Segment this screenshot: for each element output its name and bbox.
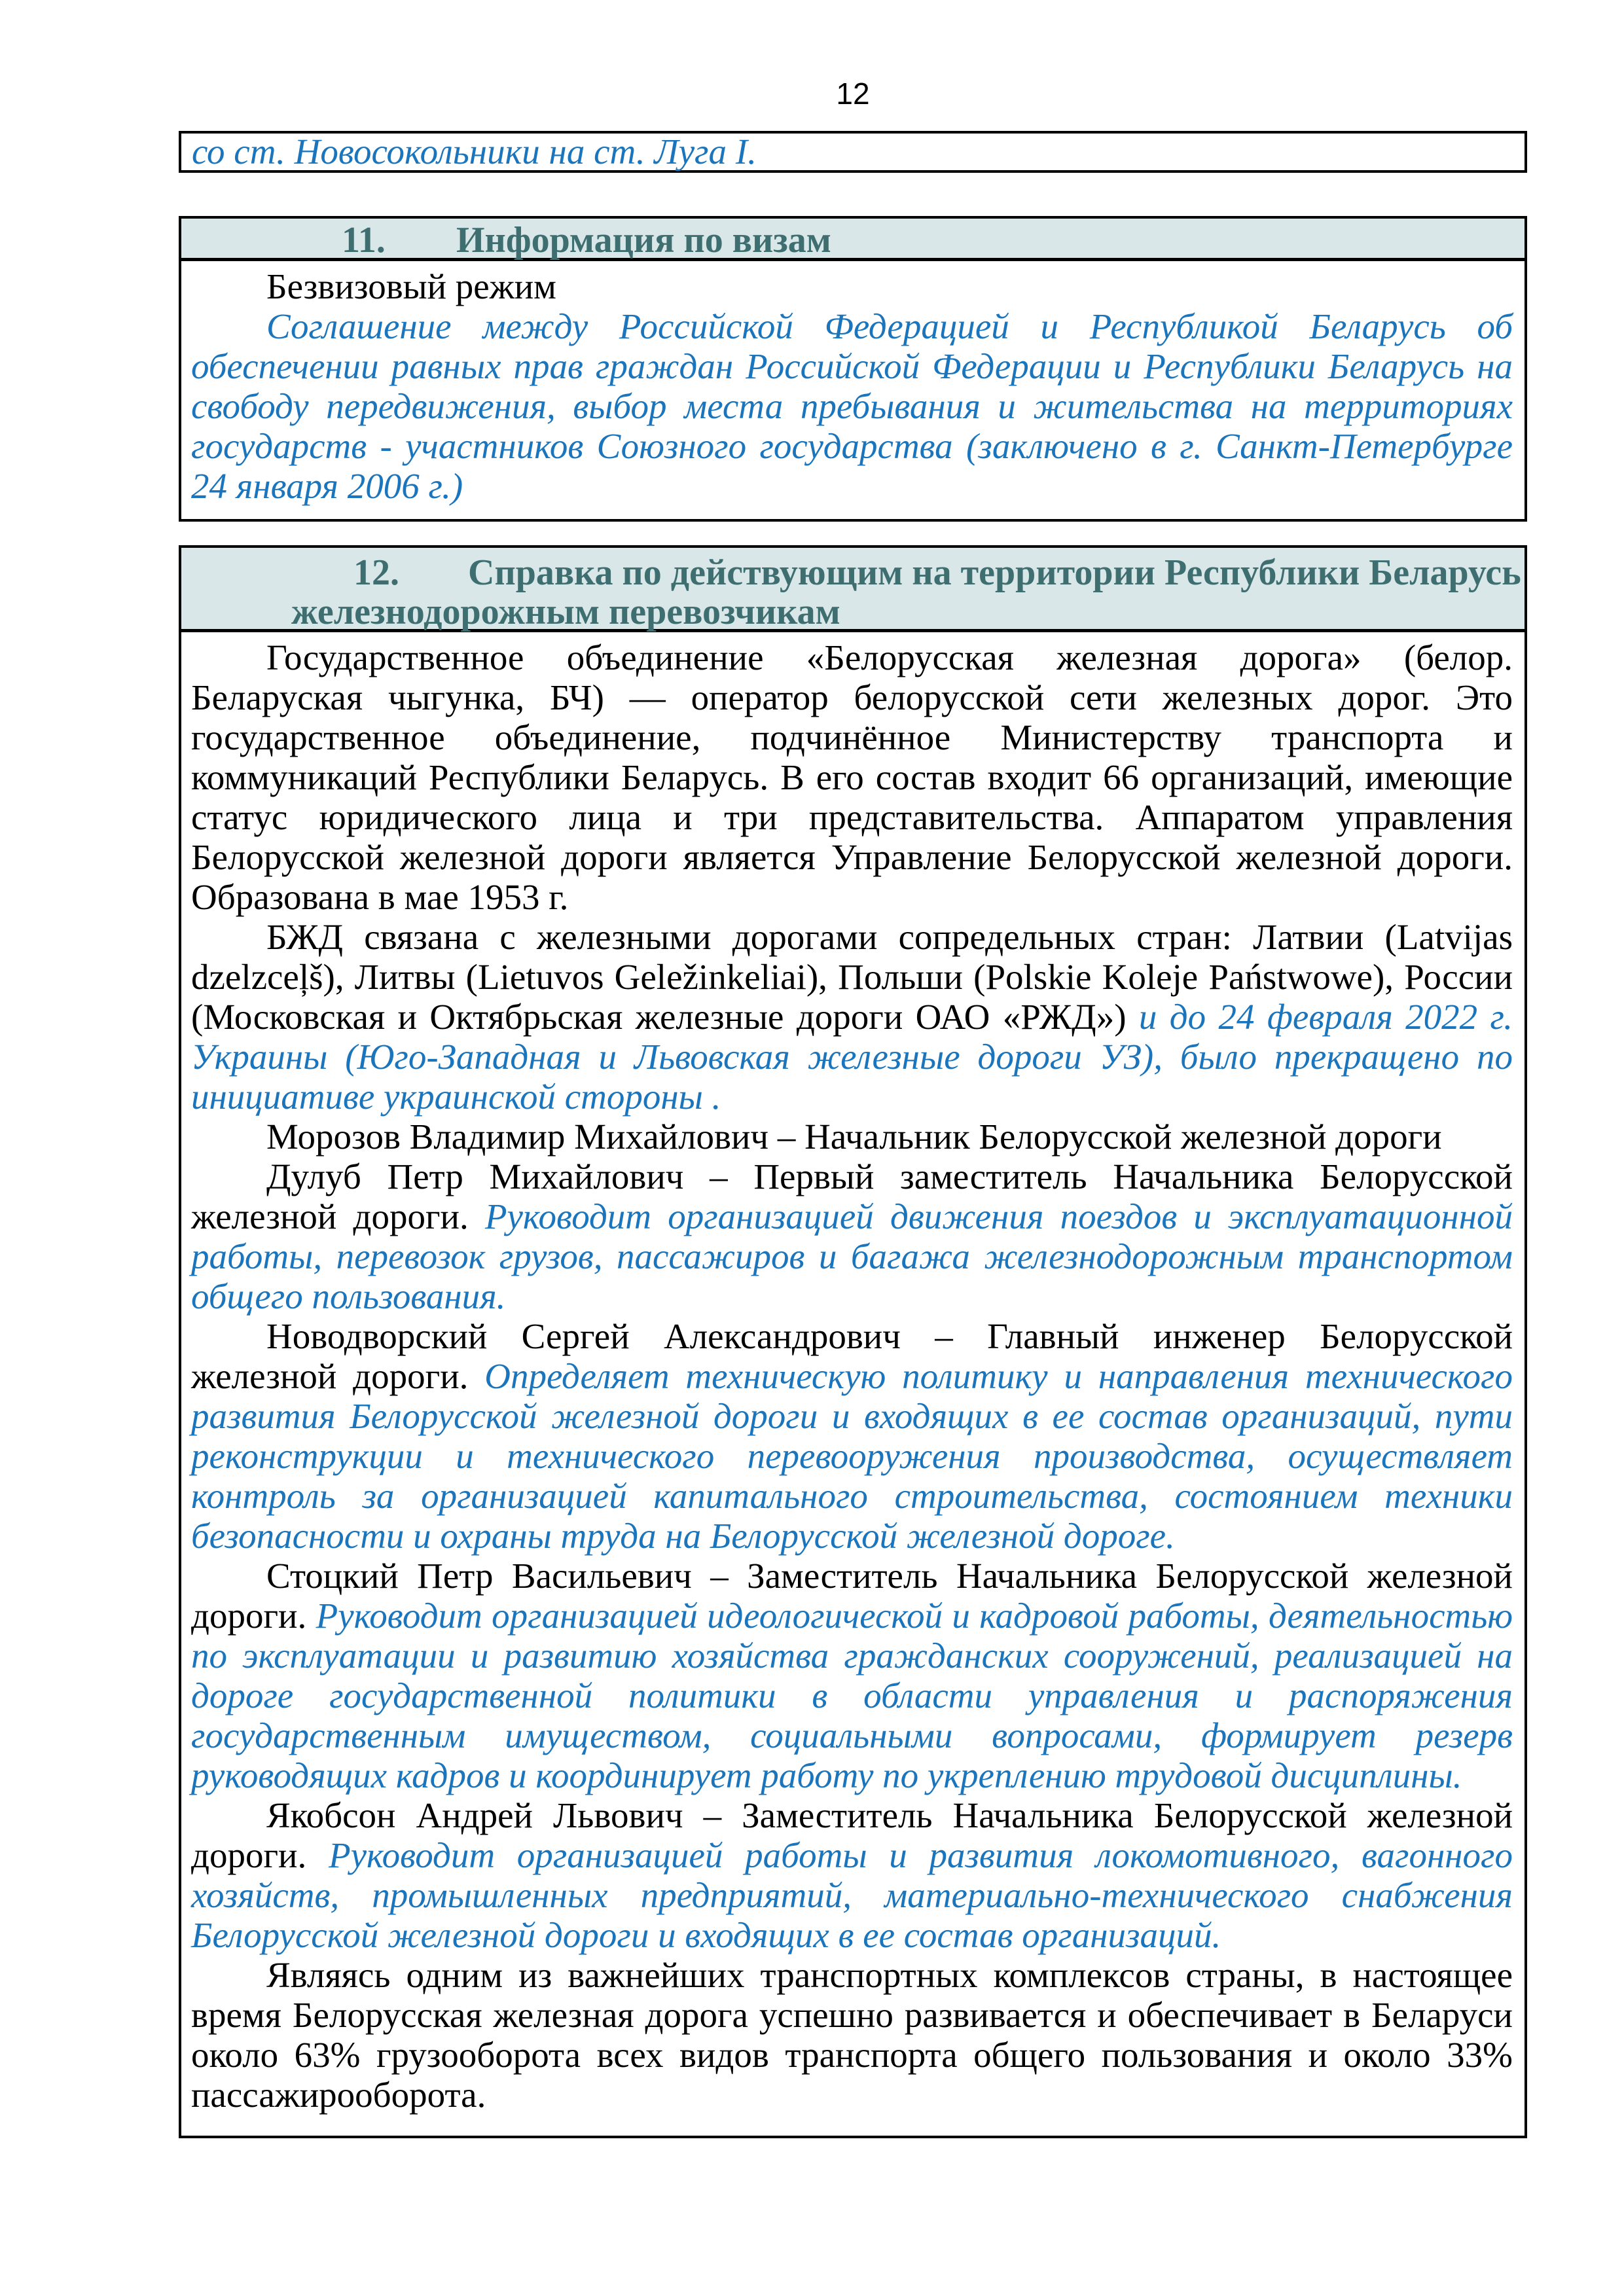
top-note-text: со ст. Новосокольники на ст. Луга I. <box>192 132 757 171</box>
paragraph <box>191 1556 1513 1795</box>
paragraph <box>191 917 1513 1117</box>
paragraph <box>191 1117 1513 1157</box>
section-11-header <box>181 219 1525 261</box>
section-12-table <box>179 545 1527 2138</box>
section-11-body <box>181 261 1525 519</box>
paragraph <box>191 266 1513 306</box>
text-run-blue-italic: Руководит организацией идеологической и кадровой работы, деятельностью по эксплуатации и развитию хозяйства гражданских сооружений, реализацией на дороге государственной политики в области управления и распоряжения государственным имуществом, социальными вопросами, формирует резерв руководящих кадров и координирует работу по укреплению трудовой дисциплины. <box>191 1596 1513 1795</box>
text-run-blue-italic: и до 24 февраля 2022 г. Украины (Юго-Западная и Львовская железные дороги УЗ), было прекращено по инициативе украинской стороны . <box>191 997 1513 1117</box>
text-run-blue-italic: Руководит организацией работы и развития локомотивного, вагонного хозяйств, промышленных предприятий, материально-технического снабжения Белорусской железной дороги и входящих в ее состав организаций. <box>191 1835 1513 1955</box>
text-run-black: Государственное объединение «Белорусская железная дорога» (белор. Беларуская чыгунка, БЧ) — оператор белорусской сети железных дорог. Это государственное объединение, подчинённое Министерству транспорта и коммуникаций Республики Беларусь. В его состав входит 66 организаций, имеющие статус юридического лица и три представительства. Аппаратом управления Белорусской железной дороги является Управление Белорусской железной дороги. Образована в мае 1953 г. <box>191 637 1513 917</box>
text-run-black: Новодворский Сергей Александрович – Главный инженер Белорусской железной дороги. <box>191 1316 1513 1396</box>
text-run-black: Морозов Владимир Михайлович – Начальник Белорусской железной дороги <box>266 1117 1442 1157</box>
text-run-black: Являясь одним из важнейших транспортных комплексов страны, в настоящее время Белорусская железная дорога успешно развивается и обеспечивает в Беларуси около 63% грузооборота всех видов транспорта общего пользования и около 33% пассажирооборота. <box>191 1955 1513 2115</box>
section-11-table <box>179 216 1527 522</box>
paragraph <box>191 1795 1513 1955</box>
section-11-number: 11. <box>342 220 386 260</box>
text-run-black: Дулуб Петр Михайлович – Первый заместитель Начальника Белорусской железной дороги. <box>191 1157 1513 1236</box>
text-run-black: БЖД связана с железными дорогами сопредельных стран: Латвии (Latvijas dzelzceļš), Литвы (Lietuvos Geležinkeliai), Польши (Polskie Koleje Państwowe), России (Московская и Октябрьская железные дороги ОАО «РЖД») <box>191 917 1513 1037</box>
section-12-number: 12. <box>353 552 399 593</box>
paragraph <box>191 1157 1513 1316</box>
text-run-blue-italic: Соглашение между Российской Федерацией и Республикой Беларусь об обеспечении равных прав граждан Российской Федерации и Республики Беларусь на свободу передвижения, выбор места пребывания и жительства на территориях государств - участников Союзного государства (заключено в г. Санкт-Петербурге 24 января 2006 г.) <box>191 306 1513 506</box>
paragraph <box>191 306 1513 506</box>
paragraph <box>191 1316 1513 1556</box>
text-run-black: Безвизовый режим <box>266 266 556 306</box>
section-12-title-line1 <box>181 553 1525 592</box>
section-12-title: Справка по действующим на территории Республики Беларусь <box>468 552 1521 593</box>
text-run-blue-italic: Определяет техническую политику и направления технического развития Белорусской железной дороги и входящих в ее состав организаций, пути реконструкции и технического перевооружения производства, осуществляет контроль за организацией капитального строительства, состоянием техники безопасности и охраны труда на Белорусской железной дороге. <box>191 1356 1513 1556</box>
page-number: 12 <box>836 77 870 111</box>
text-run-blue-italic: Руководит организацией движения поездов и эксплуатационной работы, перевозок грузов, пассажиров и багажа железнодорожным транспортом общего пользования. <box>191 1196 1513 1316</box>
section-12-title-line2: железнодорожным перевозчикам <box>291 592 840 632</box>
top-note-cell <box>179 131 1527 173</box>
text-run-black: Якобсон Андрей Львович – Заместитель Начальника Белорусской железной дороги. <box>191 1795 1513 1875</box>
section-11-title: Информация по визам <box>456 220 831 260</box>
text-run-black: Стоцкий Петр Васильевич – Заместитель Начальника Белорусской железной дороги. <box>191 1556 1513 1636</box>
paragraph <box>191 1955 1513 2115</box>
section-12-header <box>181 548 1525 632</box>
paragraph <box>191 637 1513 917</box>
section-12-body <box>181 632 1525 2128</box>
